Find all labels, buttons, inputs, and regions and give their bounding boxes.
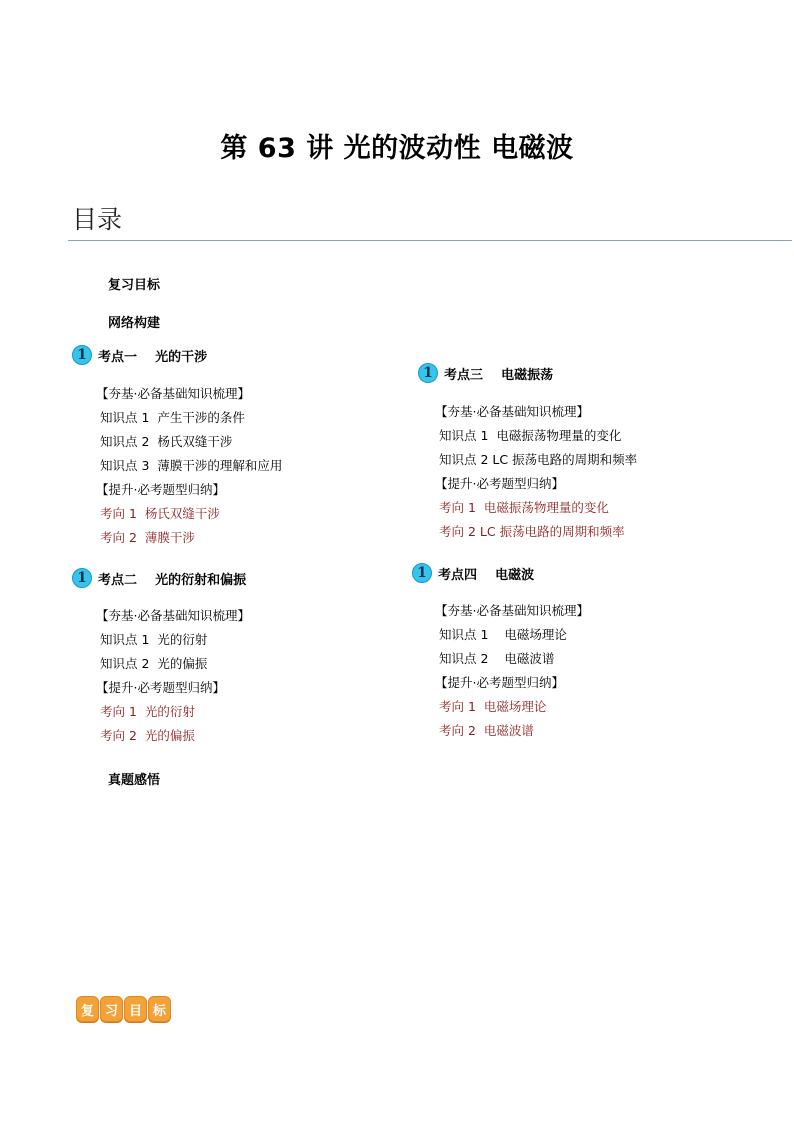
badge-char: 复 (76, 996, 99, 1022)
document-title: 第 63 讲 光的波动性 电磁波 (220, 133, 574, 164)
list-item[interactable]: 【夯基·必备基础知识梳理】 (435, 404, 589, 419)
list-item[interactable]: 【夯基·必备基础知识梳理】 (96, 608, 250, 623)
section-title: 考点二 光的衍射和偏振 (98, 572, 247, 588)
list-item[interactable]: 知识点 1 产生干涉的条件 (100, 410, 245, 425)
list-item[interactable]: 知识点 2 LC 振荡电路的周期和频率 (439, 452, 638, 467)
list-item[interactable]: 考向 1 杨氏双缝干涉 (100, 506, 220, 521)
list-item[interactable]: 知识点 2 光的偏振 (100, 656, 208, 671)
list-item[interactable]: 【夯基·必备基础知识梳理】 (96, 386, 250, 401)
list-item[interactable]: 考向 1 光的衍射 (100, 704, 195, 719)
number-badge-icon: 1 (418, 363, 438, 383)
section-3-list (435, 400, 638, 544)
toc-network[interactable]: 网络构建 (108, 316, 161, 331)
review-goal-badge (76, 996, 171, 1022)
section-1-heading[interactable] (72, 345, 207, 365)
section-4-list (435, 599, 589, 743)
number-badge-icon: 1 (412, 563, 432, 583)
badge-char: 标 (148, 996, 171, 1022)
number-badge-icon: 1 (72, 568, 92, 588)
toc-real-exam[interactable]: 真题感悟 (108, 773, 161, 788)
section-title: 考点三 电磁振荡 (444, 367, 554, 383)
section-4-heading[interactable] (412, 563, 534, 583)
list-item[interactable]: 考向 2 薄膜干涉 (100, 530, 195, 545)
list-item[interactable]: 知识点 2 电磁波谱 (439, 651, 555, 666)
toc-heading: 目录 (72, 205, 123, 234)
list-item[interactable]: 知识点 2 杨氏双缝干涉 (100, 434, 233, 449)
list-item[interactable]: 知识点 3 薄膜干涉的理解和应用 (100, 458, 283, 473)
section-title: 考点一 光的干涉 (98, 349, 208, 365)
list-item[interactable]: 考向 2 LC 振荡电路的周期和频率 (439, 524, 625, 539)
list-item[interactable]: 考向 1 电磁振荡物理量的变化 (439, 500, 609, 515)
list-item[interactable]: 【提升·必考题型归纳】 (96, 482, 225, 497)
list-item[interactable]: 知识点 1 电磁场理论 (439, 627, 567, 642)
number-badge-icon: 1 (72, 345, 92, 365)
list-item[interactable]: 考向 2 电磁波谱 (439, 723, 534, 738)
list-item[interactable]: 【提升·必考题型归纳】 (435, 476, 564, 491)
section-2-heading[interactable] (72, 568, 246, 588)
badge-char: 习 (100, 996, 123, 1022)
list-item[interactable]: 知识点 1 光的衍射 (100, 632, 208, 647)
section-title: 考点四 电磁波 (438, 567, 535, 583)
list-item[interactable]: 考向 1 电磁场理论 (439, 699, 547, 714)
list-item[interactable]: 【夯基·必备基础知识梳理】 (435, 603, 589, 618)
badge-char: 目 (124, 996, 147, 1022)
section-2-list (96, 604, 250, 748)
section-3-heading[interactable] (418, 363, 553, 383)
list-item[interactable]: 考向 2 光的偏振 (100, 728, 195, 743)
toc-divider (68, 240, 792, 241)
section-1-list (96, 382, 283, 550)
list-item[interactable]: 知识点 1 电磁振荡物理量的变化 (439, 428, 622, 443)
list-item[interactable]: 【提升·必考题型归纳】 (435, 675, 564, 690)
list-item[interactable]: 【提升·必考题型归纳】 (96, 680, 225, 695)
toc-review-goal[interactable]: 复习目标 (108, 278, 161, 293)
